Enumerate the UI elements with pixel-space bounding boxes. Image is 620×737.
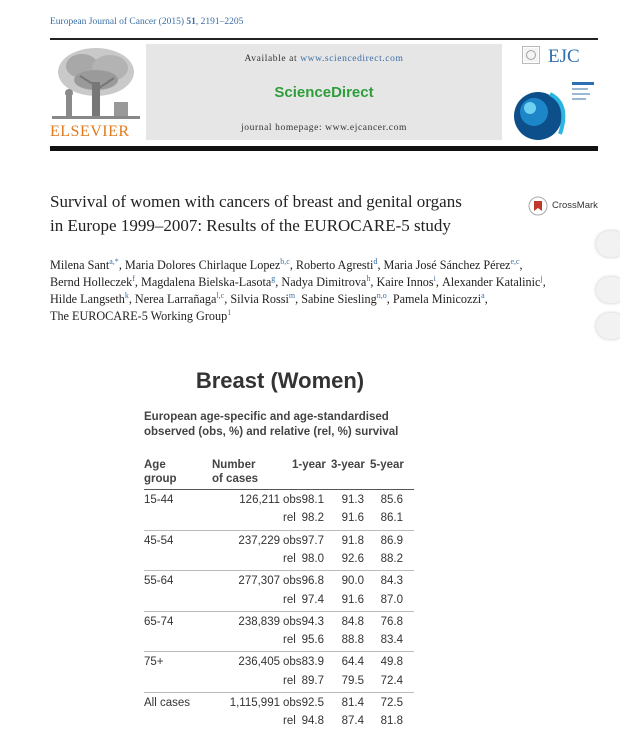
group-divider <box>144 570 414 571</box>
rel-label-cell: rel <box>283 593 296 606</box>
author-name: Roberto Agresti <box>295 258 374 272</box>
author-separator: , <box>542 275 546 289</box>
author-affiliation-mark[interactable]: b,c <box>280 256 290 266</box>
author-affiliation-mark[interactable]: g <box>271 273 276 283</box>
author-name: Maria José Sánchez Pérez <box>383 258 511 272</box>
rel-5-year-cell: 86.1 <box>380 512 403 525</box>
ejc-cover-title: EJC <box>548 46 580 67</box>
author-affiliation-mark[interactable]: 1 <box>227 307 232 317</box>
homepage-label: journal homepage: <box>241 123 326 133</box>
journal-header <box>50 44 598 144</box>
author-entry[interactable] <box>393 292 488 306</box>
age-group-cell: 15-44 <box>144 494 174 506</box>
figure-title: Breast (Women) <box>195 368 365 393</box>
obs-5-year-cell: 76.8 <box>380 615 403 628</box>
obs-1-year-cell: 92.5 <box>301 697 324 709</box>
author-name: Silvia Rossi <box>230 292 289 306</box>
rel-label-cell: rel <box>283 674 296 687</box>
viewer-edge-button-1[interactable] <box>596 231 620 257</box>
obs-3-year-cell: 91.3 <box>341 494 364 506</box>
rel-1-year-cell: 94.8 <box>301 715 324 728</box>
author-name: The EUROCARE-5 Working Group <box>50 309 228 323</box>
header-top-rule <box>50 38 598 40</box>
rel-label-cell: rel <box>283 715 296 728</box>
available-at-label: Available at <box>244 54 301 64</box>
author-entry[interactable] <box>230 292 301 306</box>
sciencedirect-banner[interactable] <box>146 44 502 140</box>
author-affiliation-mark[interactable]: k <box>124 290 129 300</box>
author-entry[interactable] <box>442 275 546 289</box>
author-entry[interactable] <box>50 292 135 306</box>
obs-label-cell: obs <box>283 697 302 709</box>
rel-1-year-cell: 89.7 <box>301 674 324 687</box>
author-entry[interactable] <box>50 275 141 289</box>
figure-subtitle-line-2: observed (obs, %) and relative (rel, %) survival <box>144 426 399 438</box>
age-group-cell: 65-74 <box>144 615 174 628</box>
rel-1-year-cell: 98.0 <box>301 552 324 565</box>
ejc-cover-image[interactable] <box>510 44 598 144</box>
rel-5-year-cell: 87.0 <box>380 593 403 606</box>
obs-label-cell: obs <box>283 615 302 628</box>
header-number-of-cases <box>212 458 258 486</box>
group-divider <box>144 692 414 693</box>
author-separator: , <box>224 292 231 306</box>
journal-name: European Journal of Cancer (2015) <box>50 17 185 27</box>
author-separator: , <box>386 292 393 306</box>
figure-subtitle-line-1: European age-specific and age-standardised <box>144 411 389 423</box>
rel-5-year-cell: 81.8 <box>380 715 403 728</box>
rel-1-year-cell: 95.6 <box>301 634 324 647</box>
obs-5-year-cell: 85.6 <box>380 494 403 506</box>
author-separator: , <box>118 258 125 272</box>
author-separator: , <box>128 292 135 306</box>
ejc-cover-art-icon <box>510 74 598 140</box>
obs-1-year-cell: 97.7 <box>301 534 324 547</box>
author-affiliation-mark[interactable]: h <box>366 273 371 283</box>
author-separator: , <box>377 258 384 272</box>
header-age-group <box>144 458 177 486</box>
author-entry[interactable] <box>376 275 442 289</box>
obs-label-cell: obs <box>283 656 302 669</box>
number-of-cases-cell: 277,307 <box>238 575 280 588</box>
author-affiliation-mark[interactable]: i <box>433 273 436 283</box>
author-separator: , <box>289 258 296 272</box>
available-at-line <box>146 54 502 64</box>
obs-label-cell: obs <box>283 494 302 506</box>
author-entry[interactable] <box>141 275 281 289</box>
journal-volume: 51 <box>186 17 196 27</box>
author-affiliation-mark[interactable]: a <box>481 290 485 300</box>
obs-5-year-cell: 84.3 <box>380 575 403 588</box>
author-entry[interactable] <box>50 258 125 272</box>
group-divider <box>144 651 414 652</box>
author-entry[interactable] <box>296 258 384 272</box>
author-list <box>50 257 570 325</box>
author-affiliation-mark[interactable]: n,o <box>376 290 387 300</box>
author-name: Magdalena Bielska-Lasota <box>141 275 272 289</box>
author-affiliation-mark[interactable]: e,c <box>510 256 520 266</box>
age-group-cell: 55-64 <box>144 575 174 588</box>
obs-label-cell: obs <box>283 534 302 547</box>
author-affiliation-mark[interactable]: m <box>288 290 296 300</box>
sciencedirect-logo[interactable]: ScienceDirect <box>274 84 374 101</box>
elsevier-tree-icon <box>52 46 140 122</box>
obs-3-year-cell: 64.4 <box>341 656 364 669</box>
crossmark-icon <box>528 195 548 217</box>
group-divider <box>144 611 414 612</box>
author-entry[interactable] <box>125 258 296 272</box>
author-name: Bernd Holleczek <box>50 275 133 289</box>
rel-label-cell: rel <box>283 512 296 525</box>
number-of-cases-cell: 238,839 <box>238 615 280 628</box>
author-name: Hilde Langseth <box>50 292 125 306</box>
rel-5-year-cell: 72.4 <box>380 674 403 687</box>
author-affiliation-mark[interactable]: l,c <box>216 290 225 300</box>
author-separator: , <box>295 292 302 306</box>
rel-label-cell: rel <box>283 634 296 647</box>
header-5-year: 5-year <box>370 459 404 471</box>
author-affiliation-mark[interactable]: a,* <box>109 256 119 266</box>
header-1-year: 1-year <box>292 459 326 471</box>
journal-homepage-link[interactable]: www.ejcancer.com <box>325 123 407 133</box>
viewer-edge-button-3[interactable] <box>596 313 620 339</box>
rel-3-year-cell: 91.6 <box>341 512 364 525</box>
obs-5-year-cell: 49.8 <box>380 656 403 669</box>
author-entry[interactable] <box>50 309 231 323</box>
rel-1-year-cell: 97.4 <box>301 593 324 606</box>
author-affiliation-mark[interactable]: d <box>373 256 378 266</box>
obs-1-year-cell: 96.8 <box>301 575 324 588</box>
obs-3-year-cell: 90.0 <box>341 575 364 588</box>
rel-3-year-cell: 87.4 <box>341 715 364 728</box>
author-separator: , <box>484 292 488 306</box>
obs-3-year-cell: 81.4 <box>341 697 364 709</box>
author-separator: , <box>134 275 141 289</box>
age-group-cell: 45-54 <box>144 534 174 547</box>
author-entry[interactable] <box>384 258 523 272</box>
rel-3-year-cell: 91.6 <box>341 593 364 606</box>
rel-1-year-cell: 98.2 <box>301 512 324 525</box>
header-cases-line-2: of cases <box>212 473 259 485</box>
elsevier-logo <box>50 44 142 144</box>
journal-pages: , 2191–2205 <box>195 17 244 27</box>
rel-label-cell: rel <box>283 552 296 565</box>
rel-5-year-cell: 88.2 <box>380 552 403 565</box>
article-title-line-1: Survival of women with cancers of breast and genital organs <box>50 192 462 211</box>
author-entry[interactable] <box>301 292 393 306</box>
author-separator: , <box>370 275 377 289</box>
journal-reference[interactable] <box>50 17 243 27</box>
author-name: Nadya Dimitrova <box>281 275 367 289</box>
author-name: Maria Dolores Chirlaque Lopez <box>124 258 281 272</box>
obs-3-year-cell: 91.8 <box>341 534 364 547</box>
crossmark-button[interactable] <box>528 195 618 217</box>
header-3-year: 3-year <box>331 459 365 471</box>
figure-subtitle <box>144 410 434 440</box>
rel-3-year-cell: 79.5 <box>341 674 364 687</box>
rel-3-year-cell: 92.6 <box>341 552 364 565</box>
author-entry[interactable] <box>135 292 230 306</box>
article-title <box>50 190 520 238</box>
obs-label-cell: obs <box>283 575 302 588</box>
ejc-seal-icon <box>522 46 540 64</box>
viewer-edge-button-2[interactable] <box>596 277 620 303</box>
header-divider <box>144 489 414 490</box>
author-name: Kaire Innos <box>376 275 434 289</box>
number-of-cases-cell: 1,115,991 <box>229 697 280 709</box>
obs-1-year-cell: 94.3 <box>301 615 324 628</box>
number-of-cases-cell: 237,229 <box>238 534 280 547</box>
rel-3-year-cell: 88.8 <box>341 634 364 647</box>
group-divider <box>144 530 414 531</box>
obs-1-year-cell: 83.9 <box>301 656 324 669</box>
header-age-line-1: Age <box>144 459 166 471</box>
crossmark-label: CrossMark <box>552 200 598 211</box>
author-affiliation-mark[interactable]: j <box>540 273 543 283</box>
age-group-cell: All cases <box>144 697 191 709</box>
author-name: Alexander Katalinic <box>441 275 541 289</box>
survival-figure <box>120 368 440 728</box>
elsevier-wordmark: ELSEVIER <box>50 123 130 140</box>
author-separator: , <box>519 258 523 272</box>
author-name: Sabine Siesling <box>301 292 377 306</box>
author-separator: , <box>275 275 282 289</box>
number-of-cases-cell: 126,211 <box>239 494 280 506</box>
author-name: Milena Sant <box>50 258 110 272</box>
header-bottom-rule <box>50 146 598 151</box>
obs-1-year-cell: 98.1 <box>301 494 324 506</box>
obs-5-year-cell: 72.5 <box>380 697 403 709</box>
author-entry[interactable] <box>281 275 376 289</box>
author-separator: , <box>435 275 442 289</box>
sciencedirect-link[interactable]: www.sciencedirect.com <box>300 54 404 64</box>
author-name: Nerea Larrañaga <box>134 292 217 306</box>
header-cases-line-1: Number <box>212 459 256 471</box>
rel-5-year-cell: 83.4 <box>380 634 403 647</box>
journal-homepage-line <box>146 123 502 133</box>
obs-3-year-cell: 84.8 <box>341 615 364 628</box>
header-age-line-2: group <box>144 473 177 485</box>
author-name: Pamela Minicozzi <box>392 292 482 306</box>
obs-5-year-cell: 86.9 <box>380 534 403 547</box>
number-of-cases-cell: 236,405 <box>238 656 280 669</box>
author-affiliation-mark[interactable]: f <box>132 273 135 283</box>
article-title-line-2: in Europe 1999–2007: Results of the EUROCARE-5 study <box>50 216 451 235</box>
age-group-cell: 75+ <box>144 656 164 669</box>
